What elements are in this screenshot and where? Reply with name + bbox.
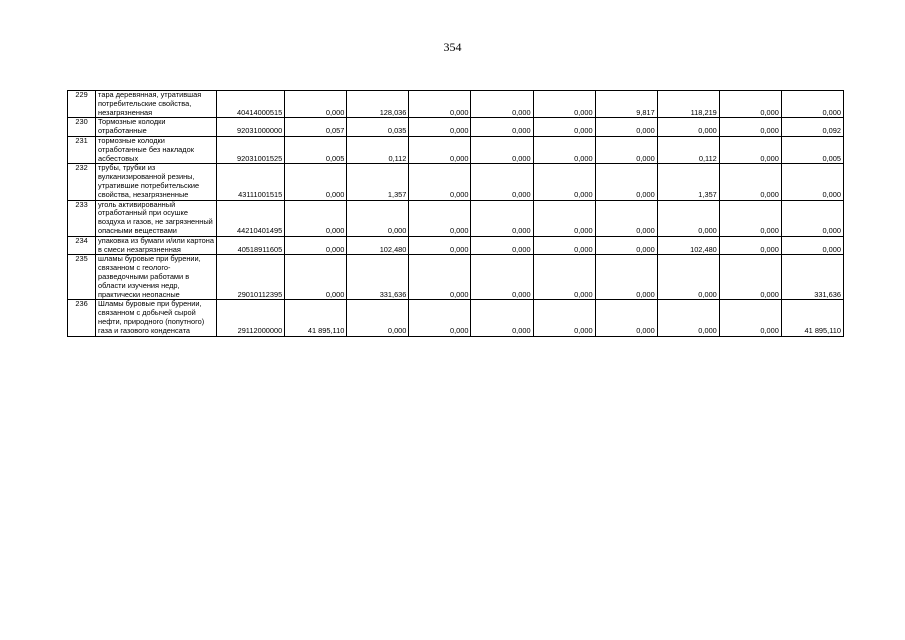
value-cell: 0,000: [409, 200, 471, 236]
value-cell: 0,000: [533, 300, 595, 336]
row-number: 236: [68, 300, 96, 336]
table-row: [68, 255, 844, 300]
value-cell: 0,000: [533, 136, 595, 163]
waste-name: Тормозные колодки отработанные: [96, 118, 217, 137]
value-cell: 0,000: [285, 164, 347, 200]
waste-name: уголь активированный отработанный при осушке воздуха и газов, не загрязненный опасными веществами: [96, 200, 217, 236]
row-number: 230: [68, 118, 96, 137]
table-row: [68, 300, 844, 336]
value-cell: 0,000: [719, 200, 781, 236]
value-cell: 0,000: [719, 164, 781, 200]
value-cell: 0,000: [781, 200, 843, 236]
value-cell: 0,000: [595, 118, 657, 137]
waste-code: 40518911605: [217, 236, 285, 255]
value-cell: 0,000: [595, 136, 657, 163]
value-cell: 0,000: [533, 118, 595, 137]
row-number: 232: [68, 164, 96, 200]
value-cell: 0,112: [347, 136, 409, 163]
value-cell: 331,636: [781, 255, 843, 300]
value-cell: 0,000: [719, 300, 781, 336]
waste-name: тара деревянная, утратившая потребительские свойства, незагрязненная: [96, 91, 217, 118]
table-row: [68, 236, 844, 255]
table-row: [68, 118, 844, 137]
waste-code: 44210401495: [217, 200, 285, 236]
value-cell: 0,000: [595, 164, 657, 200]
value-cell: 0,000: [533, 200, 595, 236]
value-cell: 1,357: [347, 164, 409, 200]
waste-code: 29112000000: [217, 300, 285, 336]
value-cell: 0,000: [409, 164, 471, 200]
value-cell: 0,000: [285, 91, 347, 118]
value-cell: 0,000: [719, 136, 781, 163]
row-number: 234: [68, 236, 96, 255]
value-cell: 102,480: [657, 236, 719, 255]
table-row: [68, 164, 844, 200]
waste-code: 92031001525: [217, 136, 285, 163]
value-cell: 0,005: [285, 136, 347, 163]
value-cell: 0,000: [781, 91, 843, 118]
table-body: [68, 91, 844, 337]
value-cell: 0,000: [471, 236, 533, 255]
value-cell: 0,000: [285, 236, 347, 255]
value-cell: 0,000: [409, 118, 471, 137]
value-cell: 0,000: [471, 164, 533, 200]
value-cell: 0,035: [347, 118, 409, 137]
value-cell: 41 895,110: [781, 300, 843, 336]
value-cell: 128,036: [347, 91, 409, 118]
value-cell: 0,000: [781, 164, 843, 200]
value-cell: 0,000: [409, 136, 471, 163]
value-cell: 0,000: [409, 236, 471, 255]
value-cell: 102,480: [347, 236, 409, 255]
row-number: 229: [68, 91, 96, 118]
value-cell: 118,219: [657, 91, 719, 118]
value-cell: 1,357: [657, 164, 719, 200]
value-cell: 0,000: [657, 300, 719, 336]
value-cell: 0,000: [533, 164, 595, 200]
value-cell: 0,000: [533, 236, 595, 255]
value-cell: 0,000: [595, 300, 657, 336]
waste-name: трубы, трубки из вулканизированной резины, утратившие потребительские свойства, незагрязненные: [96, 164, 217, 200]
value-cell: 0,000: [719, 118, 781, 137]
value-cell: 0,000: [719, 236, 781, 255]
value-cell: 0,000: [347, 300, 409, 336]
value-cell: 0,000: [533, 91, 595, 118]
value-cell: 0,057: [285, 118, 347, 137]
waste-table: [67, 90, 844, 337]
value-cell: 331,636: [347, 255, 409, 300]
row-number: 233: [68, 200, 96, 236]
value-cell: 0,112: [657, 136, 719, 163]
waste-code: 40414000515: [217, 91, 285, 118]
value-cell: 0,000: [719, 255, 781, 300]
waste-name: тормозные колодки отработанные без накладок асбестовых: [96, 136, 217, 163]
value-cell: 0,000: [471, 200, 533, 236]
value-cell: 0,000: [409, 300, 471, 336]
value-cell: 0,000: [285, 255, 347, 300]
waste-name: Шламы буровые при бурении, связанном с добычей сырой нефти, природного (попутного) газа и газового конденсата: [96, 300, 217, 336]
value-cell: 0,000: [657, 118, 719, 137]
value-cell: 0,000: [409, 91, 471, 118]
waste-code: 92031000000: [217, 118, 285, 137]
value-cell: 41 895,110: [285, 300, 347, 336]
value-cell: 0,000: [657, 255, 719, 300]
value-cell: 0,000: [471, 136, 533, 163]
value-cell: 0,000: [719, 91, 781, 118]
value-cell: 0,000: [471, 300, 533, 336]
value-cell: 0,000: [595, 255, 657, 300]
value-cell: 0,000: [471, 255, 533, 300]
page-number: 354: [443, 40, 462, 54]
table-row: [68, 200, 844, 236]
waste-name: шламы буровые при бурении, связанном с геолого-разведочными работами в области изучения недр, практически неопасные: [96, 255, 217, 300]
value-cell: 0,000: [595, 200, 657, 236]
value-cell: 0,000: [347, 200, 409, 236]
row-number: 235: [68, 255, 96, 300]
value-cell: 0,000: [595, 236, 657, 255]
value-cell: 0,000: [657, 200, 719, 236]
value-cell: 0,005: [781, 136, 843, 163]
waste-name: упаковка из бумаги и/или картона в смеси незагрязненная: [96, 236, 217, 255]
row-number: 231: [68, 136, 96, 163]
table-row: [68, 136, 844, 163]
value-cell: 0,000: [285, 200, 347, 236]
value-cell: 0,000: [471, 118, 533, 137]
value-cell: 0,000: [533, 255, 595, 300]
table-row: [68, 91, 844, 118]
value-cell: 9,817: [595, 91, 657, 118]
waste-code: 43111001515: [217, 164, 285, 200]
value-cell: 0,000: [781, 236, 843, 255]
value-cell: 0,000: [471, 91, 533, 118]
value-cell: 0,092: [781, 118, 843, 137]
value-cell: 0,000: [409, 255, 471, 300]
waste-code: 29010112395: [217, 255, 285, 300]
